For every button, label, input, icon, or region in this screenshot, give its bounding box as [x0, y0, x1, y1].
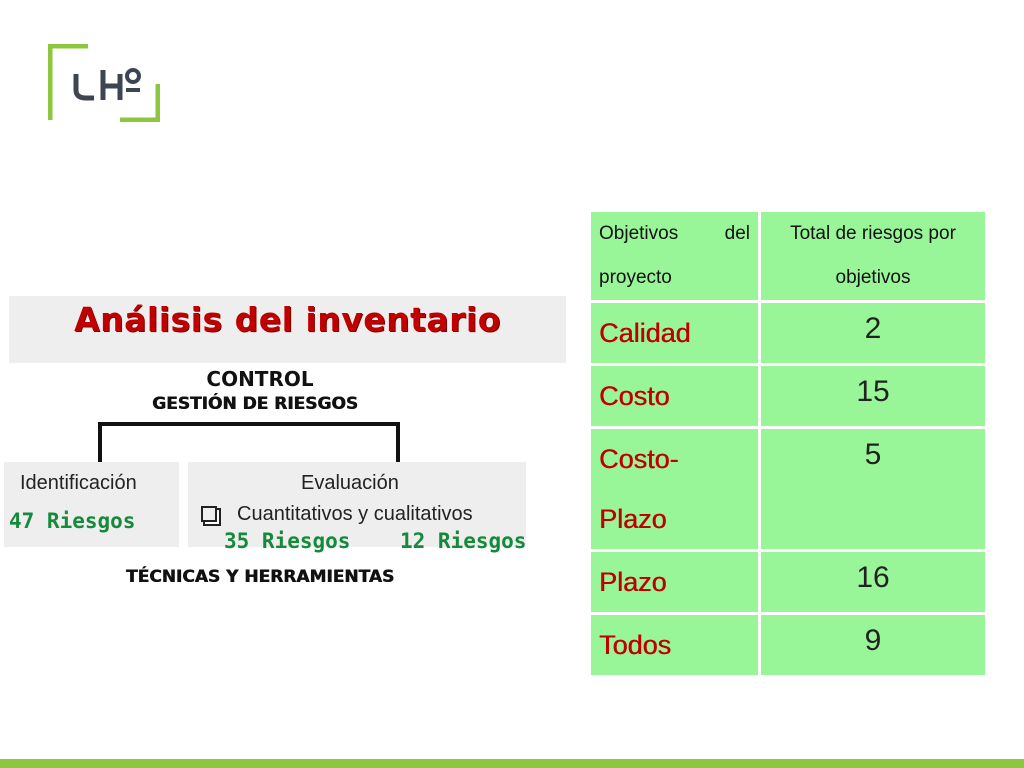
evaluacion-count-b: 12 Riesgos	[400, 529, 527, 553]
table-row	[590, 551, 987, 614]
tree-bracket	[96, 420, 402, 462]
table-row	[590, 365, 987, 428]
table-row	[590, 428, 987, 551]
row-total: 2	[760, 302, 987, 365]
checkbox-bullet-icon	[201, 506, 217, 522]
evaluacion-label: Evaluación	[301, 472, 399, 494]
uho-logo-icon	[48, 44, 160, 122]
risk-table	[588, 209, 988, 678]
table-header-row	[590, 211, 987, 302]
identificacion-count: 47 Riesgos	[9, 509, 136, 533]
page-title: Análisis del inventario	[74, 300, 501, 339]
identificacion-label: Identificación	[20, 472, 137, 494]
table-row	[590, 614, 987, 677]
row-objetivo: Todos	[590, 614, 760, 677]
row-total: 16	[760, 551, 987, 614]
header-total: Total de riesgos por objetivos	[760, 211, 987, 302]
row-total: 9	[760, 614, 987, 677]
row-objetivo: Calidad	[590, 302, 760, 365]
evaluacion-item: Cuantitativos y cualitativos	[237, 503, 473, 525]
footer-bar	[0, 759, 1024, 768]
row-total: 5	[760, 428, 987, 551]
row-objetivo: Costo- Plazo	[590, 428, 760, 551]
header-objetivos: Objetivos del proyecto	[590, 211, 760, 302]
table-row	[590, 302, 987, 365]
row-objetivo: Plazo	[590, 551, 760, 614]
tecnicas-heading: TÉCNICAS Y HERRAMIENTAS	[125, 567, 395, 587]
evaluacion-count-a: 35 Riesgos	[224, 529, 351, 553]
row-objetivo: Costo	[590, 365, 760, 428]
gestion-heading: GESTIÓN DE RIESGOS	[152, 394, 358, 414]
row-total: 15	[760, 365, 987, 428]
control-heading: CONTROL	[206, 367, 314, 391]
